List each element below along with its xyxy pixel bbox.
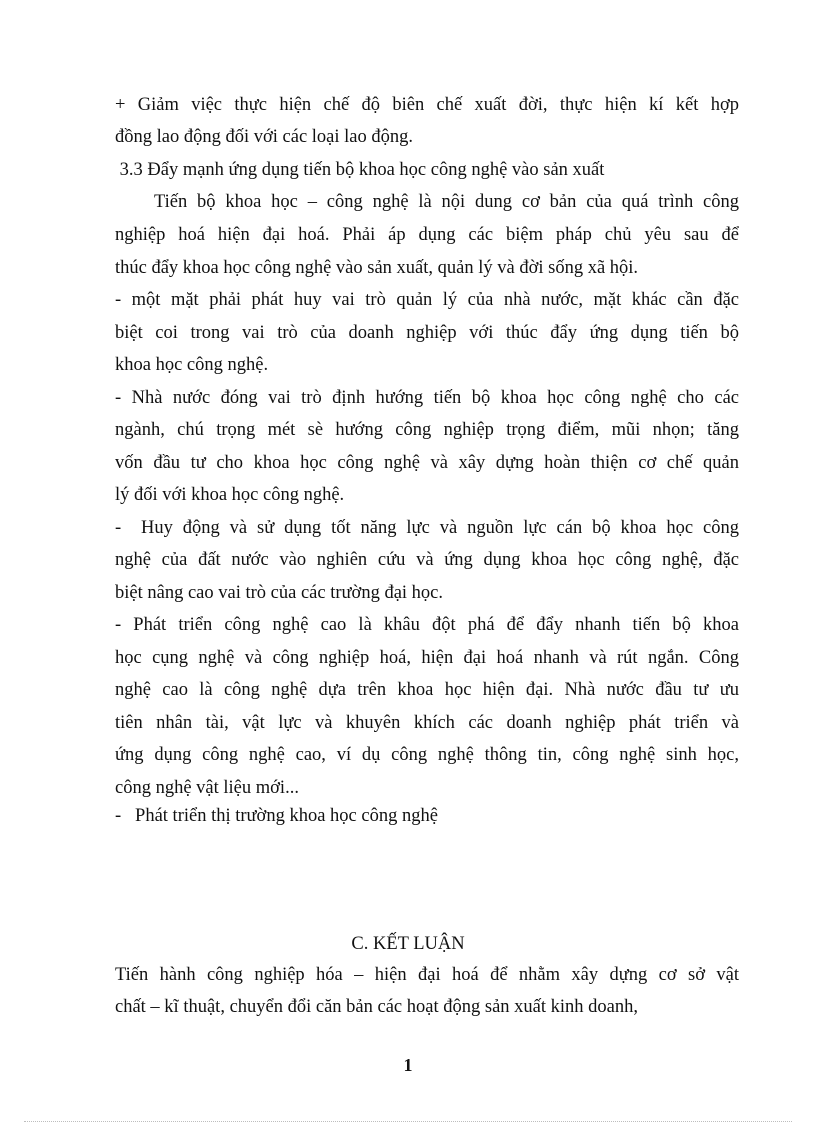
body-line: nghiệp hoá hiện đại hoá. Phải áp dụng các biệm pháp chủ yêu sau để	[115, 225, 739, 245]
section-heading: 3.3 Đẩy mạnh ứng dụng tiến bộ khoa học công nghệ vào sản xuất	[115, 160, 605, 180]
body-line: tiên nhân tài, vật lực và khuyên khích các doanh nghiệp phát triển và	[115, 713, 739, 733]
page-number: 1	[403, 1055, 413, 1075]
body-line: học cụng nghệ và công nghiệp hoá, hiện đại hoá nhanh và rút ngắn. Công	[115, 648, 739, 668]
page-divider	[24, 1121, 792, 1122]
body-line: biệt coi trong vai trò của doanh nghiệp với thúc đẩy ứng dụng tiến bộ	[115, 323, 739, 343]
body-line: lý đối với khoa học công nghệ.	[115, 485, 345, 505]
list-item: - Nhà nước đóng vai trò định hướng tiến bộ khoa học công nghệ cho các	[115, 388, 739, 408]
body-line: + Giảm việc thực hiện chế độ biên chế xuất đời, thực hiện kí kết hợp	[115, 95, 739, 115]
body-line: nghệ của đất nước vào nghiên cứu và ứng dụng khoa học công nghệ, đặc	[115, 550, 739, 570]
body-line: thúc đẩy khoa học công nghệ vào sản xuất, quản lý và đời sống xã hội.	[115, 258, 639, 278]
body-line: vốn đầu tư cho khoa học công nghệ và xây dựng hoàn thiện cơ chế quản	[115, 453, 739, 473]
list-item: - một mặt phải phát huy vai trò quản lý của nhà nước, mặt khác cần đặc	[115, 290, 739, 310]
body-line: nghệ cao là công nghệ dựa trên khoa học hiện đại. Nhà nước đầu tư ưu	[115, 680, 739, 700]
list-item: - Phát triển công nghệ cao là khâu đột phá để đẩy nhanh tiến bộ khoa	[115, 615, 739, 635]
body-line: biệt nâng cao vai trò của các trường đại học.	[115, 583, 444, 603]
list-item: - Phát triển thị trường khoa học công nghệ	[115, 806, 438, 826]
conclusion-line: chất – kĩ thuật, chuyển đổi căn bản các hoạt động sản xuất kinh doanh,	[115, 997, 638, 1017]
body-line: công nghệ vật liệu mới...	[115, 778, 299, 798]
list-item: - Huy động và sử dụng tốt năng lực và nguồn lực cán bộ khoa học công	[115, 518, 739, 538]
body-line: khoa học công nghệ.	[115, 355, 269, 375]
body-line: đồng lao động đối với các loại lao động.	[115, 127, 414, 147]
conclusion-line: Tiến hành công nghiệp hóa – hiện đại hoá để nhằm xây dựng cơ sở vật	[115, 965, 739, 985]
conclusion-heading: C. KẾT LUẬN	[351, 934, 465, 954]
body-line: Tiến bộ khoa học – công nghệ là nội dung cơ bản của quá trình công	[115, 192, 739, 212]
body-line: ngành, chú trọng mét sè hướng công nghiệp trọng điểm, mũi nhọn; tăng	[115, 420, 739, 440]
body-line: ứng dụng công nghệ cao, ví dụ công nghệ thông tin, công nghệ sinh học,	[115, 745, 739, 765]
